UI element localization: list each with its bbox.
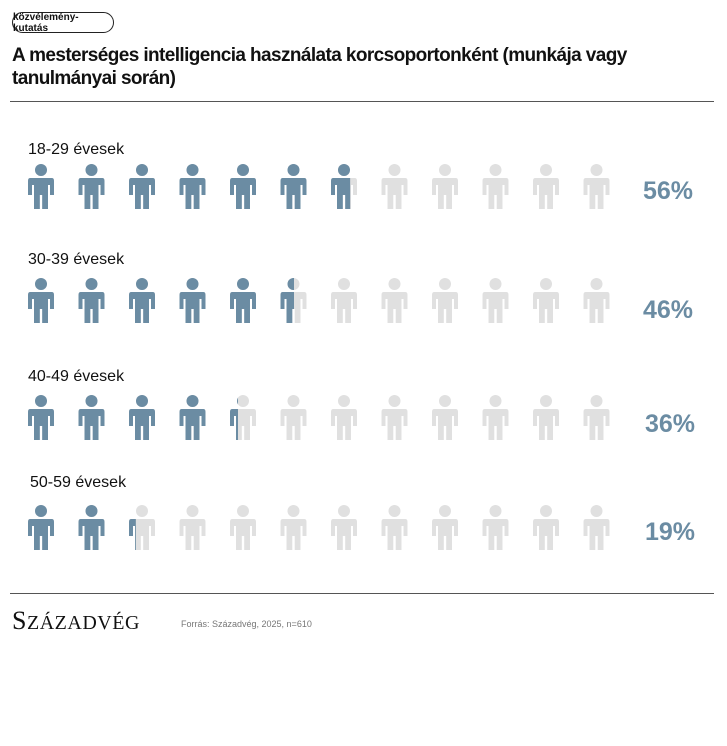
person-icon [180, 278, 206, 323]
group-label: 40-49 évesek [28, 368, 125, 385]
person-icon [382, 505, 408, 550]
person-icon [382, 278, 408, 323]
person-icon [584, 395, 610, 440]
person-icon [28, 505, 54, 550]
person-icon [79, 164, 105, 209]
person-icon [331, 164, 357, 209]
percent-label: 46% [642, 296, 694, 324]
person-icon [432, 395, 458, 440]
person-icon [79, 278, 105, 323]
person-icon [28, 278, 54, 323]
person-icon [432, 278, 458, 323]
person-icon [483, 278, 509, 323]
person-icon [382, 164, 408, 209]
row-30-39 [28, 251, 693, 324]
person-icon [129, 395, 155, 440]
row-50-59 [28, 474, 695, 550]
person-icon [129, 505, 155, 550]
person-icon [28, 395, 54, 440]
person-icon [28, 164, 54, 209]
person-icon [331, 395, 357, 440]
group-label: 18-29 évesek [28, 141, 125, 158]
person-icon [230, 395, 256, 440]
person-icon [230, 505, 256, 550]
person-icon [281, 505, 307, 550]
percent-label: 19% [644, 518, 696, 546]
percent-label: 36% [644, 410, 696, 438]
person-icon [533, 278, 559, 323]
person-icon [483, 395, 509, 440]
person-icon [533, 505, 559, 550]
person-icon [180, 505, 206, 550]
person-icon [281, 164, 307, 209]
group-label: 30-39 évesek [28, 251, 125, 268]
person-icon [79, 395, 105, 440]
person-icon [180, 395, 206, 440]
person-icon [331, 278, 357, 323]
person-icon [382, 395, 408, 440]
bottom-divider [10, 593, 714, 594]
percent-label: 56% [642, 177, 694, 205]
person-icon [79, 505, 105, 550]
person-icon [584, 505, 610, 550]
person-icon [533, 164, 559, 209]
person-icon [230, 278, 256, 323]
source-note: Forrás: Századvég, 2025, n=610 [181, 619, 312, 629]
person-icon [281, 395, 307, 440]
group-label: 50-59 évesek [30, 474, 127, 491]
person-icon [230, 164, 256, 209]
chart-title: A mesterséges intelligencia használata korcsoportonként (munkája vagy tanulmányai során) [12, 45, 627, 89]
brand-logo: SZÁZADVÉG [12, 606, 140, 635]
person-icon [584, 278, 610, 323]
row-18-29 [28, 141, 693, 209]
person-icon [483, 505, 509, 550]
person-icon [533, 395, 559, 440]
row-40-49 [28, 368, 695, 440]
person-icon [584, 164, 610, 209]
person-icon [432, 505, 458, 550]
person-icon [129, 164, 155, 209]
person-icon [483, 164, 509, 209]
person-icon [180, 164, 206, 209]
person-icon [281, 278, 307, 323]
category-tag: közvélemény-kutatás [12, 12, 114, 33]
person-icon [331, 505, 357, 550]
person-icon [432, 164, 458, 209]
person-icon [129, 278, 155, 323]
